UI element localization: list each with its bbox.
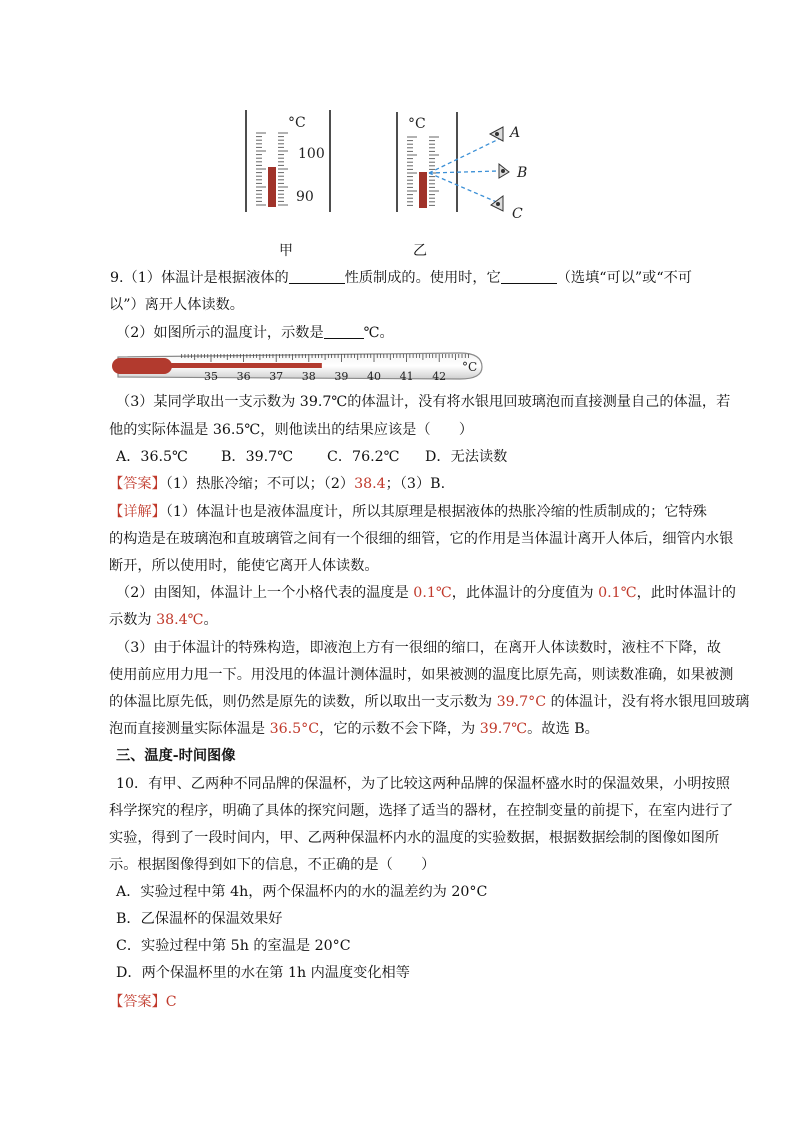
q10-line3: 实验，得到了一段时间内，甲、乙两种保温杯内水的温度的实验数据，根据数据绘制的图像如图所 bbox=[109, 830, 720, 846]
thermometer-unit-label: °C bbox=[462, 360, 478, 374]
q10-answer: 【答案】C bbox=[109, 994, 177, 1010]
q9-option-c: C．76.2℃ bbox=[327, 449, 400, 465]
top-figure bbox=[0, 0, 794, 240]
thermometer-mercury-column bbox=[170, 363, 322, 368]
eye-label-c: C bbox=[512, 206, 523, 222]
q9-answer: 【答案】（1）热胀冷缩；不可以；（2）38.4；（3）B. bbox=[109, 476, 446, 492]
q9-part3-line2: 他的实际体温是 36.5℃，则他读出的结果应该是（ ） bbox=[109, 422, 474, 438]
thermometer-scale-label: 36 bbox=[236, 370, 251, 383]
q9-part1-line2: 以”）离开人体读数。 bbox=[109, 297, 244, 313]
q10-option-d: D．两个保温杯里的水在第 1h 内温度变化相等 bbox=[116, 965, 410, 981]
q9-detail-line4: （2）由图知，体温计上一个小格代表的温度是 0.1℃，此体温计的分度值为 0.1℃，此时体温计的 bbox=[116, 585, 736, 601]
q9-blank-1 bbox=[289, 269, 345, 284]
jia-tick-label-90: 90 bbox=[296, 189, 314, 205]
detail-tag: 【详解】 bbox=[109, 504, 166, 520]
eye-a-icon bbox=[490, 127, 503, 141]
answer-tag: 【答案】 bbox=[109, 476, 166, 492]
q9-blank-2 bbox=[501, 269, 557, 284]
thermometer-scale-label: 42 bbox=[432, 370, 447, 383]
jia-tick-label-100: 100 bbox=[298, 146, 325, 162]
thermometer-scale-label: 40 bbox=[367, 370, 381, 383]
q9-detail-line1: 【详解】（1）体温计也是液体温度计，所以其原理是根据液体的热胀冷缩的性质制成的；它特殊 bbox=[109, 504, 707, 520]
thermometer-scale-label: 35 bbox=[204, 370, 218, 383]
thermometer-scale-label: 38 bbox=[301, 370, 316, 383]
caption-yi: 乙 bbox=[413, 243, 427, 259]
q9-detail-line2: 的构造是在玻璃泡和直玻璃管之间有一个很细的细管，它的作用是当体温计离开人体后，细管内水银 bbox=[109, 531, 734, 547]
q10-option-b: B．乙保温杯的保温效果好 bbox=[116, 911, 283, 927]
q10-line4: 示。根据图像得到如下的信息，不正确的是（ ） bbox=[109, 857, 436, 873]
thermometer-scale-label: 41 bbox=[399, 370, 414, 383]
eye-c-icon bbox=[491, 196, 503, 211]
q9-option-b: B．39.7℃ bbox=[221, 449, 294, 465]
section-title: 三、温度-时间图像 bbox=[116, 748, 236, 764]
jia-unit-label: °C bbox=[288, 115, 306, 131]
q9-option-d: D．无法读数 bbox=[425, 449, 508, 465]
q10-option-a: A．实验过程中第 4h，两个保温杯内的水的温差约为 20°C bbox=[116, 884, 488, 900]
thermometer-bulb bbox=[112, 358, 172, 374]
q9-detail-line7: 使用前应用力甩一下。用没甩的体温计测体温时，如果被测的温度比原先高，则读数准确，如果被测 bbox=[109, 667, 734, 683]
q9-detail-line6: （3）由于体温计的特殊构造，即液泡上方有一很细的缩口，在离开人体读数时，液柱不下降，故 bbox=[116, 640, 721, 656]
q9-option-a: A．36.5℃ bbox=[116, 449, 188, 465]
q9-blank-3 bbox=[324, 324, 364, 339]
eye-b-icon bbox=[499, 164, 509, 178]
thermometer-scale-label: 39 bbox=[334, 370, 349, 383]
q9-part2: （2）如图所示的温度计，示数是 ℃。 bbox=[116, 325, 394, 341]
q9-detail-line3: 断开，所以使用时，能使它离开人体读数。 bbox=[109, 558, 379, 574]
jia-mercury-column bbox=[268, 167, 276, 207]
q9-detail-line8: 的体温比原先低，则仍然是原先的读数，所以取出一支示数为 39.7°C 的体温计，没有将水银甩回玻璃 bbox=[109, 694, 750, 710]
thermometer-yi bbox=[397, 112, 527, 222]
q10-answer-tag: 【答案】 bbox=[109, 994, 166, 1010]
q10-line2: 科学探究的程序，明确了具体的探究问题，选择了适当的器材，在控制变量的前提下，在室内进行了 bbox=[109, 803, 734, 819]
q10-line1: 10．有甲、乙两种不同品牌的保温杯，为了比较这两种品牌的保温杯盛水时的保温效果，小明按照 bbox=[116, 776, 730, 792]
caption-jia: 甲 bbox=[279, 243, 293, 259]
yi-unit-label: °C bbox=[408, 116, 426, 132]
thermometer-scale-label: 37 bbox=[269, 370, 284, 383]
q9-part1-line1: 9.（1）体温计是根据液体的 性质制成的。使用时，它 （选填“可以”或“不可 bbox=[110, 270, 692, 286]
q9-detail-line9: 泡而直接测量实际体温是 36.5°C，它的示数不会下降，为 39.7℃。故选 B。 bbox=[109, 721, 599, 737]
eye-label-b: B bbox=[517, 165, 528, 181]
sight-line-a bbox=[429, 139, 499, 173]
yi-mercury-column bbox=[419, 172, 427, 208]
q9-part3-line1: （3）某同学取出一支示数为 39.7℃的体温计，没有将水银甩回玻璃泡而直接测量自己的体温，若 bbox=[116, 394, 731, 410]
q9-detail-line5: 示数为 38.4℃。 bbox=[109, 612, 218, 628]
clinical-thermometer bbox=[110, 349, 485, 383]
thermometer-jia bbox=[246, 110, 330, 212]
q10-option-c: C．实验过程中第 5h 的室温是 20°C bbox=[116, 938, 351, 954]
sight-line-c bbox=[429, 173, 499, 203]
sight-line-b bbox=[429, 171, 499, 173]
eye-label-a: A bbox=[510, 125, 521, 141]
